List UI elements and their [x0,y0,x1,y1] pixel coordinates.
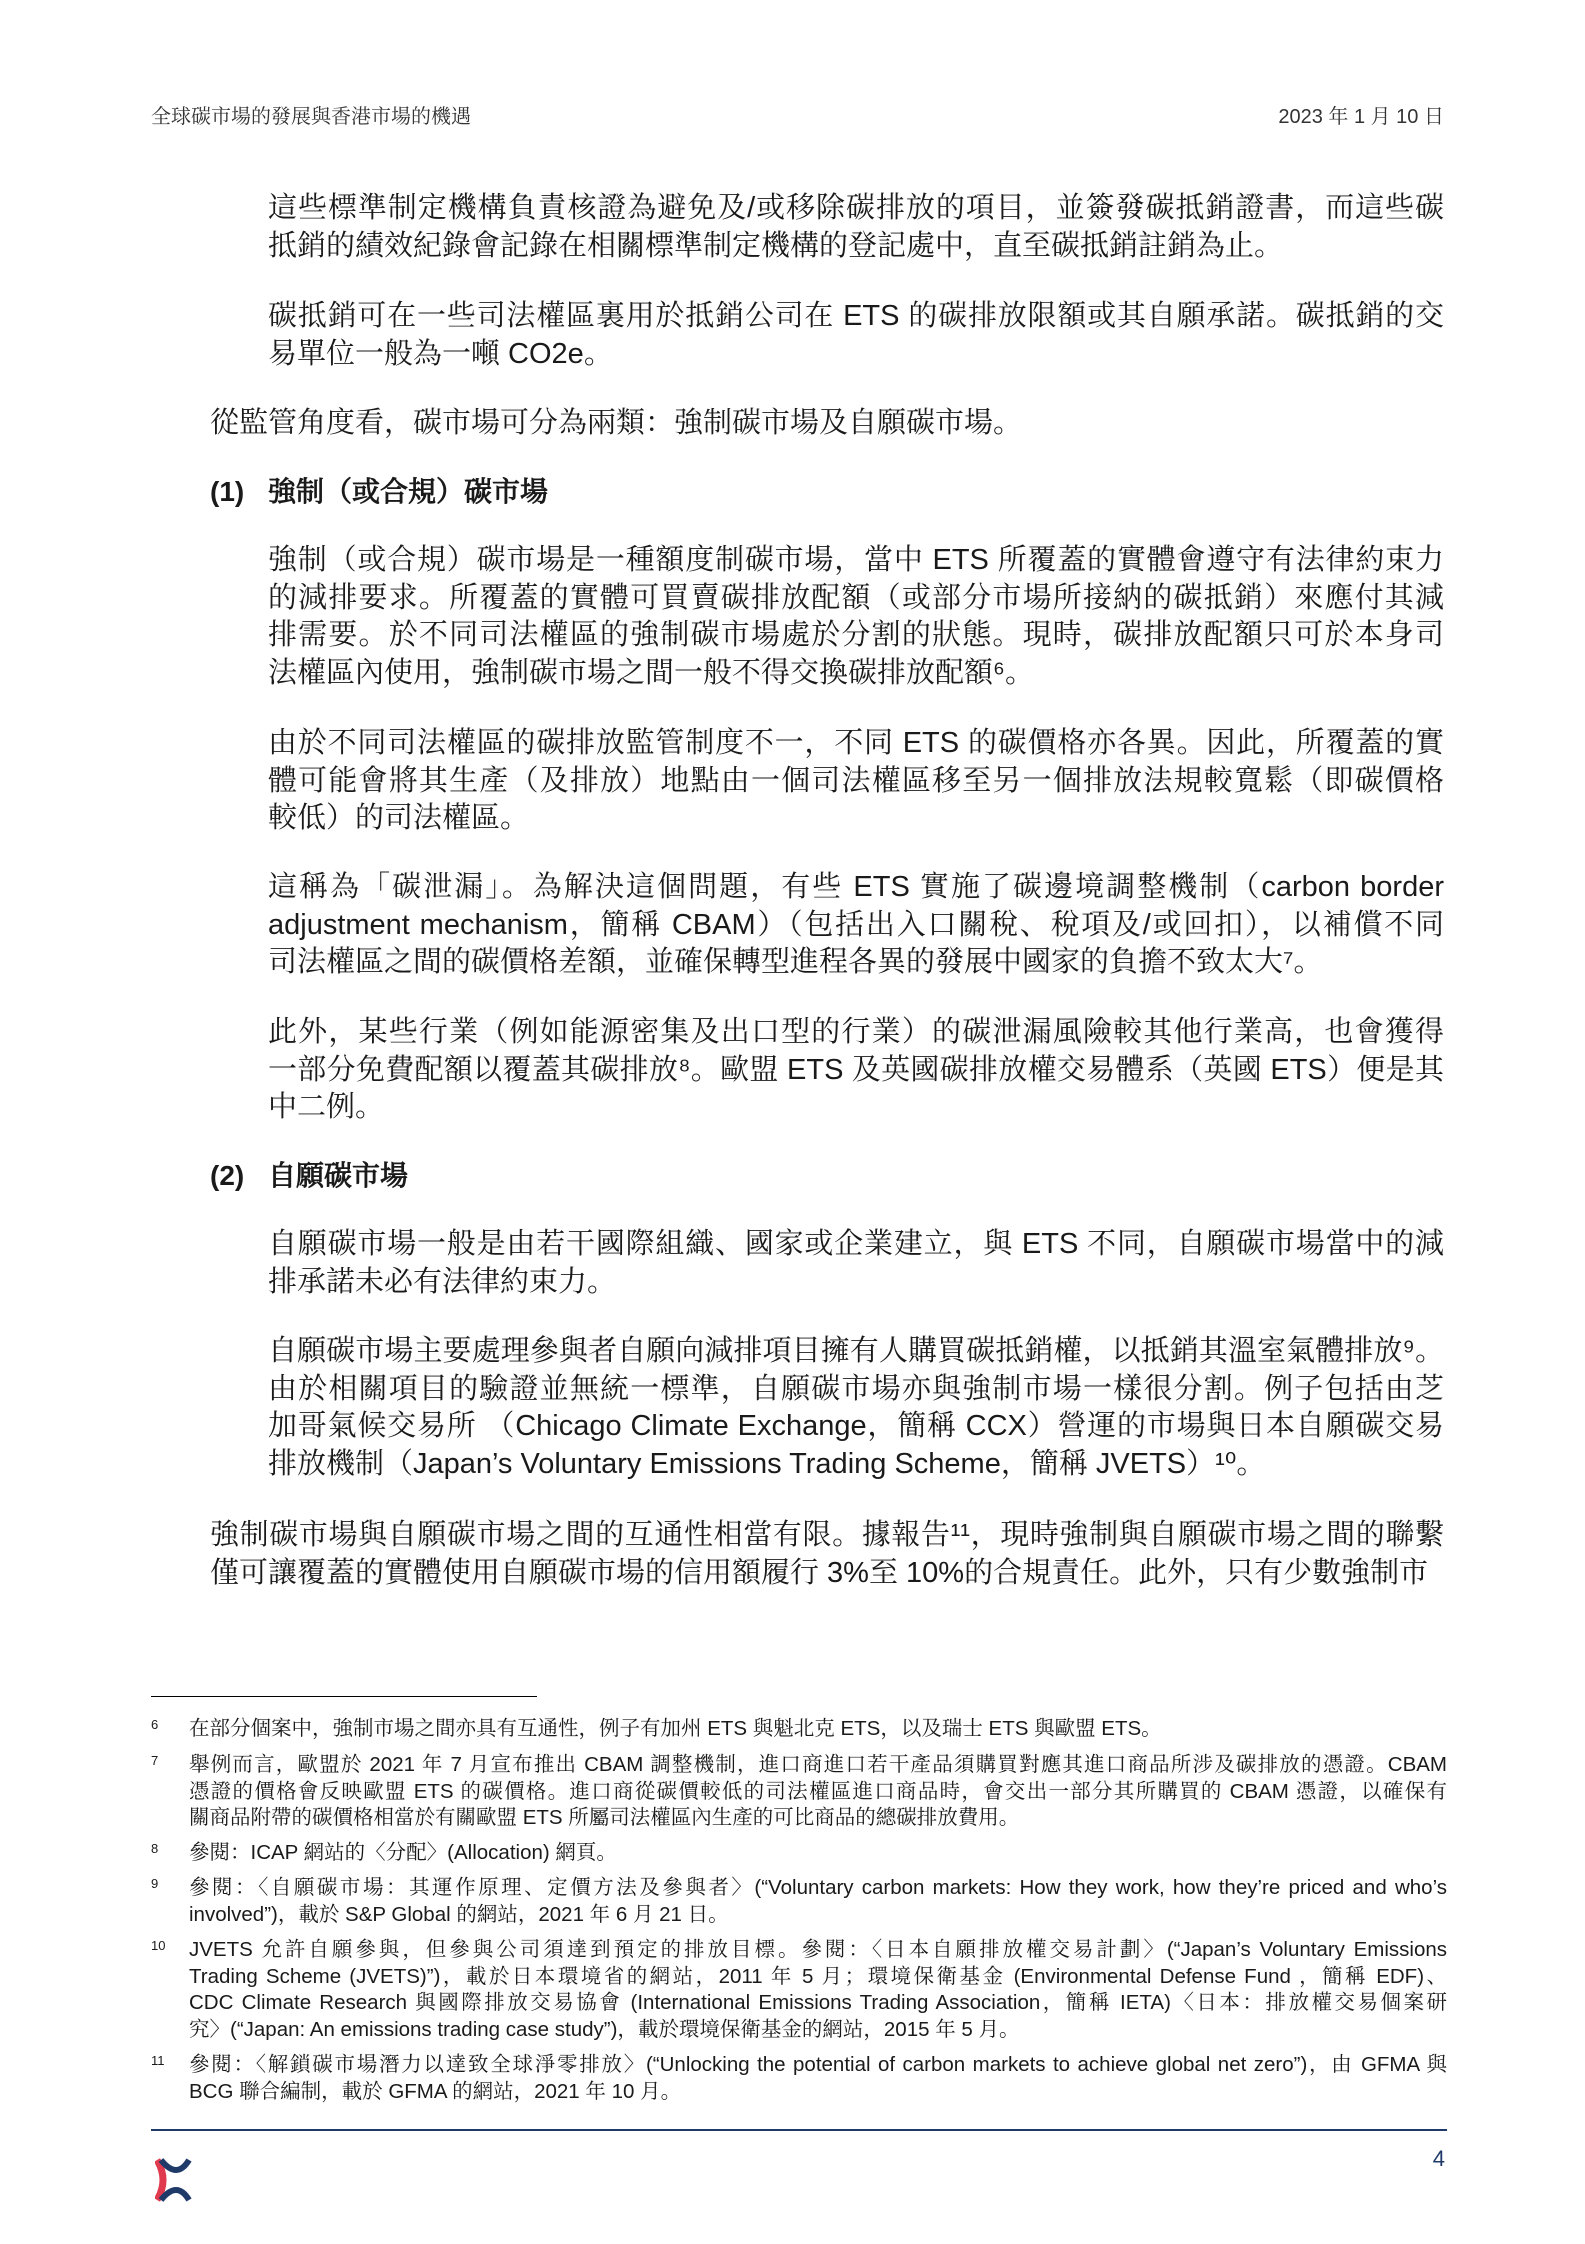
footnote-number: 9 [151,1876,159,1891]
paragraph [268,542,1444,692]
footnote-line: 參閱：〈自願碳市場：其運作原理、定價方法及參與者〉(“Voluntary carbon markets: How they work, how they’re priced and who’s [189,1876,1447,1899]
footnote-text [189,1937,1447,2043]
footnote [151,1840,1447,1867]
hkex-logo-icon [155,2158,195,2207]
paragraph-line: 易單位一般為一噸 CO2e。 [268,337,613,370]
paragraph [210,405,1444,443]
paragraph-line: adjustment mechanism，簡稱 CBAM）（包括出入口關稅、稅項及/或回扣），以補償不同 [268,908,1444,941]
footnote [151,1752,1447,1832]
footnote-line: Trading Scheme (JVETS)”)，載於日本環境省的網站，2011 年 5 月；環境保衛基金 (Environmental Defense Fund ，簡稱 EDF)、 [189,1964,1447,1988]
paragraph-line: 排放機制（Japan’s Voluntary Emissions Trading Scheme，簡稱 JVETS）¹⁰。 [268,1447,1266,1480]
paragraph-line: 的減排要求。所覆蓋的實體可買賣碳排放配額（或部分市場所接納的碳抵銷）來應付其減 [268,581,1444,614]
document-header-title: 全球碳市場的發展與香港市場的機遇 [151,106,471,128]
paragraph-line: 排需要。於不同司法權區的強制碳市場處於分割的狀態。現時，碳排放配額只可於本身司 [268,619,1444,651]
paragraph [268,1333,1444,1483]
paragraph [268,869,1444,982]
footnote-line: 關商品附帶的碳價格相當於有關歐盟 ETS 所屬司法權區內生產的可比商品的總碳排放費用。 [189,1806,1020,1829]
footnote-line: JVETS 允許自願參與，但參與公司須達到預定的排放目標。參閱：〈日本自願排放權交易計劃〉(“Japan’s Voluntary Emissions [189,1938,1447,1961]
footnote-text [189,1752,1447,1832]
footnote [151,1875,1447,1928]
footnote-text [189,1875,1447,1928]
footer-rule [151,2129,1447,2131]
paragraph-line: 司法權區之間的碳價格差額，並確保轉型進程各異的發展中國家的負擔不致太大⁷。 [268,946,1323,978]
paragraph-line: 法權區內使用，強制碳市場之間一般不得交換碳排放配額⁶。 [268,656,1034,689]
paragraph-line: 一部分免費配額以覆蓋其碳排放⁸。歐盟 ETS 及英國碳排放權交易體系（英國 ETS）便是其 [268,1053,1444,1086]
paragraph-line: 此外，某些行業（例如能源密集及出口型的行業）的碳泄漏風險較其他行業高，也會獲得 [268,1016,1444,1048]
paragraph-line: 排承諾未必有法律約束力。 [268,1265,617,1298]
document-header-date: 2023 年 1 月 10 日 [1278,106,1444,128]
paragraph-line: 從監管角度看，碳市場可分為兩類：強制碳市場及自願碳市場。 [210,407,1023,439]
paragraph-line: 較低）的司法權區。 [268,802,530,834]
footnote-line: 憑證的價格會反映歐盟 ETS 的碳價格。進口商從碳價較低的司法權區進口商品時，會交出一部分其所購買的 CBAM 憑證，以確保有 [189,1779,1447,1803]
paragraph-line: 僅可讓覆蓋的實體使用自願碳市場的信用額履行 3%至 10%的合規責任。此外，只有少數強制市 [210,1556,1429,1589]
paragraph [268,190,1444,265]
footnote [151,1937,1447,2043]
footnote-line: involved”)，載於 S&P Global 的網站，2021 年 6 月 21 日。 [189,1902,729,1926]
footnote-number: 10 [151,1938,166,1953]
footnote-number: 8 [151,1841,159,1856]
paragraph-line: 加哥氣候交易所 （Chicago Climate Exchange，簡稱 CCX）營運的市場與日本自願碳交易 [268,1410,1444,1442]
section-heading [210,1157,408,1195]
paragraph-line: 強制碳市場與自願碳市場之間的互通性相當有限。據報告¹¹，現時強制與自願碳市場之間的聯繫 [210,1519,1444,1551]
footnote [151,1716,1447,1743]
footnote-line: 在部分個案中，強制市場之間亦具有互通性，例子有加州 ETS 與魁北克 ETS，以及瑞士 ETS 與歐盟 ETS。 [189,1717,1162,1740]
section-number: (1) [210,476,245,507]
footnote-number: 7 [151,1753,159,1768]
footnote-number: 11 [151,2053,165,2068]
footnote-text [189,1716,1447,1743]
paragraph-line: 由於不同司法權區的碳排放監管制度不一，不同 ETS 的碳價格亦各異。因此，所覆蓋的實 [268,727,1444,759]
paragraph-line: 這些標準制定機構負責核證為避免及/或移除碳排放的項目，並簽發碳抵銷證書，而這些碳 [268,192,1444,224]
footnote-number: 6 [151,1717,159,1732]
page-number: 4 [1432,2146,1445,2171]
paragraph-line: 強制（或合規）碳市場是一種額度制碳市場，當中 ETS 所覆蓋的實體會遵守有法律約束力 [268,544,1444,576]
footnote-text [189,1840,1447,1867]
footnote-line: 舉例而言，歐盟於 2021 年 7 月宣布推出 CBAM 調整機制，進口商進口若干產品須購買對應其進口商品所涉及碳排放的憑證。CBAM [189,1753,1447,1776]
footnote-line: 參閱：ICAP 網站的〈分配〉(Allocation) 網頁。 [189,1841,617,1864]
section-heading [210,473,548,511]
paragraph [210,1517,1444,1592]
section-title: 自願碳市場 [268,1160,409,1191]
footnote-line: 參閱：〈解鎖碳市場潛力以達致全球淨零排放〉(“Unlocking the potential of carbon markets to achieve global net zero”)，由 GFMA 與 [189,2053,1447,2076]
paragraph-line: 這稱為「碳泄漏」。為解決這個問題，有些 ETS 實施了碳邊境調整機制（carbon border [268,871,1444,903]
footnote-line: CDC Climate Research 與國際排放交易協會 (International Emissions Trading Association，簡稱 IETA)〈日本：排放權交易個案研 [189,1991,1447,2014]
paragraph [268,1226,1444,1301]
paragraph-line: 抵銷的績效紀錄會記錄在相關標準制定機構的登記處中，直至碳抵銷註銷為止。 [268,229,1284,262]
paragraph-line: 自願碳市場主要處理參與者自願向減排項目擁有人購買碳抵銷權，以抵銷其溫室氣體排放⁹。 [268,1335,1444,1367]
paragraph-line: 中二例。 [268,1091,385,1123]
paragraph-line: 體可能會將其生產（及排放）地點由一個司法權區移至另一個排放法規較寬鬆（即碳價格 [268,764,1444,797]
footnote-line: BCG 聯合編制，載於 GFMA 的網站，2021 年 10 月。 [189,2079,682,2103]
footnote-text [189,2052,1447,2105]
paragraph [268,725,1444,838]
paragraph [268,1014,1444,1127]
footnote [151,2052,1447,2105]
footnote-divider [151,1696,537,1697]
paragraph-line: 碳抵銷可在一些司法權區裏用於抵銷公司在 ETS 的碳排放限額或其自願承諾。碳抵銷的交 [268,300,1444,332]
footnote-line: 究〉(“Japan: An emissions trading case study”)，載於環境保衛基金的網站，2015 年 5 月。 [189,2017,1020,2041]
paragraph-line: 由於相關項目的驗證並無統一標準，自願碳市場亦與強制市場一樣很分割。例子包括由芝 [268,1372,1444,1405]
paragraph [268,298,1444,373]
section-number: (2) [210,1160,245,1191]
section-title: 強制（或合規）碳市場 [268,476,549,507]
paragraph-line: 自願碳市場一般是由若干國際組織、國家或企業建立，與 ETS 不同，自願碳市場當中的減 [268,1228,1444,1260]
